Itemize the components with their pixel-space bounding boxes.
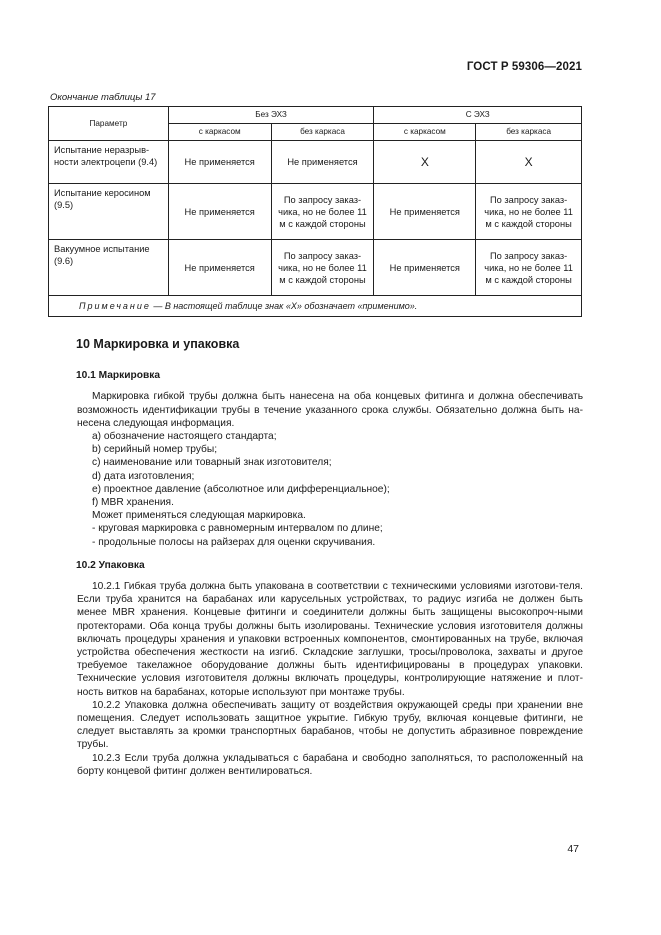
table-cell: Не применяется <box>168 240 271 296</box>
table-cell: По запросу заказ-чика, но не более 11 м с каждой стороны <box>271 240 374 296</box>
table-cell: Х <box>374 141 476 184</box>
list-item: f) MBR хранения. <box>92 497 174 509</box>
list-item: c) наименование или товарный знак изготовителя; <box>92 457 332 469</box>
list-item: b) серийный номер трубы; <box>92 444 218 456</box>
section-title: 10 Маркировка и упаковка <box>76 337 240 351</box>
list-item: d) дата изготовления; <box>92 470 195 482</box>
subheader-cell: без каркаса <box>476 124 582 141</box>
group-header-without-ehz: Без ЭХЗ <box>168 107 374 124</box>
list-item: e) проектное давление (абсолютное или дифференциальное); <box>92 483 390 495</box>
param-cell: Вакуумное испытание (9.6) <box>49 240 169 296</box>
section-10 <box>77 338 583 778</box>
note-text: — В настоящей таблице знак «Х» обозначает «применимо». <box>150 301 418 311</box>
subsection-title-packaging: 10.2 Упаковка <box>76 559 145 571</box>
table-cell: Не применяется <box>168 184 271 240</box>
table-cell: По запросу заказ-чика, но не более 11 м с каждой стороны <box>271 184 374 240</box>
table-cell: Не применяется <box>374 240 476 296</box>
subheader-cell: без каркаса <box>271 124 374 141</box>
table-row <box>49 141 582 184</box>
dash-item: - продольные полосы на райзерах для оценки скручивания. <box>92 536 376 548</box>
table-row <box>49 184 582 240</box>
subsection-title-marking: 10.1 Маркировка <box>76 370 160 382</box>
subheader-cell: с каркасом <box>374 124 476 141</box>
table-17 <box>48 106 582 317</box>
table-cell: Не применяется <box>374 184 476 240</box>
page-number: 47 <box>567 843 579 855</box>
paragraph-10-2-3: 10.2.3 Если труба должна укладываться с барабана и свободно заполняться, то расположенный на борту концевой фитинг должен вентилироваться. <box>77 752 583 777</box>
group-header-with-ehz: С ЭХЗ <box>374 107 582 124</box>
table-caption: Окончание таблицы 17 <box>50 92 156 103</box>
dash-item: - круговая маркировка с равномерным интервалом по длине; <box>92 523 383 535</box>
param-cell: Испытание неразрыв-ности электроцепи (9.4) <box>49 141 169 184</box>
paragraph-10-2-1: 10.2.1 Гибкая труба должна быть упакована в соответствии с техническими условиями изготови-теля. Если труба хранится на барабанах или карусельных устройствах, то радиус изгиба не должен быть менее MBR хранения. Концевые фитинги и соединители должны быть защищены высокопроч-ными протекторами. Оба конца трубы должны быть изолированы. Технические условия изготовителя должны включать процедуры хранения и упаковки встроенных компонентов, смонтированных на трубе, включая устройства обеспечения жесткости на изгиб. Складские заглушки, тросы/проволока, захваты и другое требуемое такелажное оборудование должны быть идентифицированы в процедурах упаковки. Технические условия изготовителя должны включать процедуры, контролирующие натяжение и плот-ность витков на барабанах, которые используют при монтаже трубы. <box>77 581 583 698</box>
marking-intro: Маркировка гибкой трубы должна быть нанесена на оба концевых фитинга и должна обеспечивать возможность идентификации трубы в течение указанного срока службы. Обязательно должна быть на-несена следующая информация. <box>77 391 583 429</box>
param-cell: Испытание керосином (9.5) <box>49 184 169 240</box>
table-header-row <box>49 107 582 124</box>
table-cell: Не применяется <box>168 141 271 184</box>
marking-extra: Может применяться следующая маркировка. <box>92 510 306 522</box>
note-label: Примечание <box>79 301 151 311</box>
table-cell: Х <box>476 141 582 184</box>
table-row <box>49 240 582 296</box>
param-header: Параметр <box>49 107 169 141</box>
table-note-row <box>49 296 582 317</box>
list-item: а) обозначение настоящего стандарта; <box>92 431 277 443</box>
table-cell: Не применяется <box>271 141 374 184</box>
table-cell: По запросу заказ-чика, но не более 11 м с каждой стороны <box>476 184 582 240</box>
subheader-cell: с каркасом <box>168 124 271 141</box>
table-cell: По запросу заказ-чика, но не более 11 м с каждой стороны <box>476 240 582 296</box>
standard-designation: ГОСТ Р 59306—2021 <box>466 61 582 73</box>
table-note <box>49 296 582 317</box>
paragraph-10-2-2: 10.2.2 Упаковка должна обеспечивать защиту от воздействия окружающей среды при хранении вне помещения. Следует использовать защитное укрытие. Гибкую трубу, включая концевые фитинги, не следует выставлять за кромки транспортных барабанов, чтобы не допустить абразивное повреждение трубы. <box>77 699 583 751</box>
